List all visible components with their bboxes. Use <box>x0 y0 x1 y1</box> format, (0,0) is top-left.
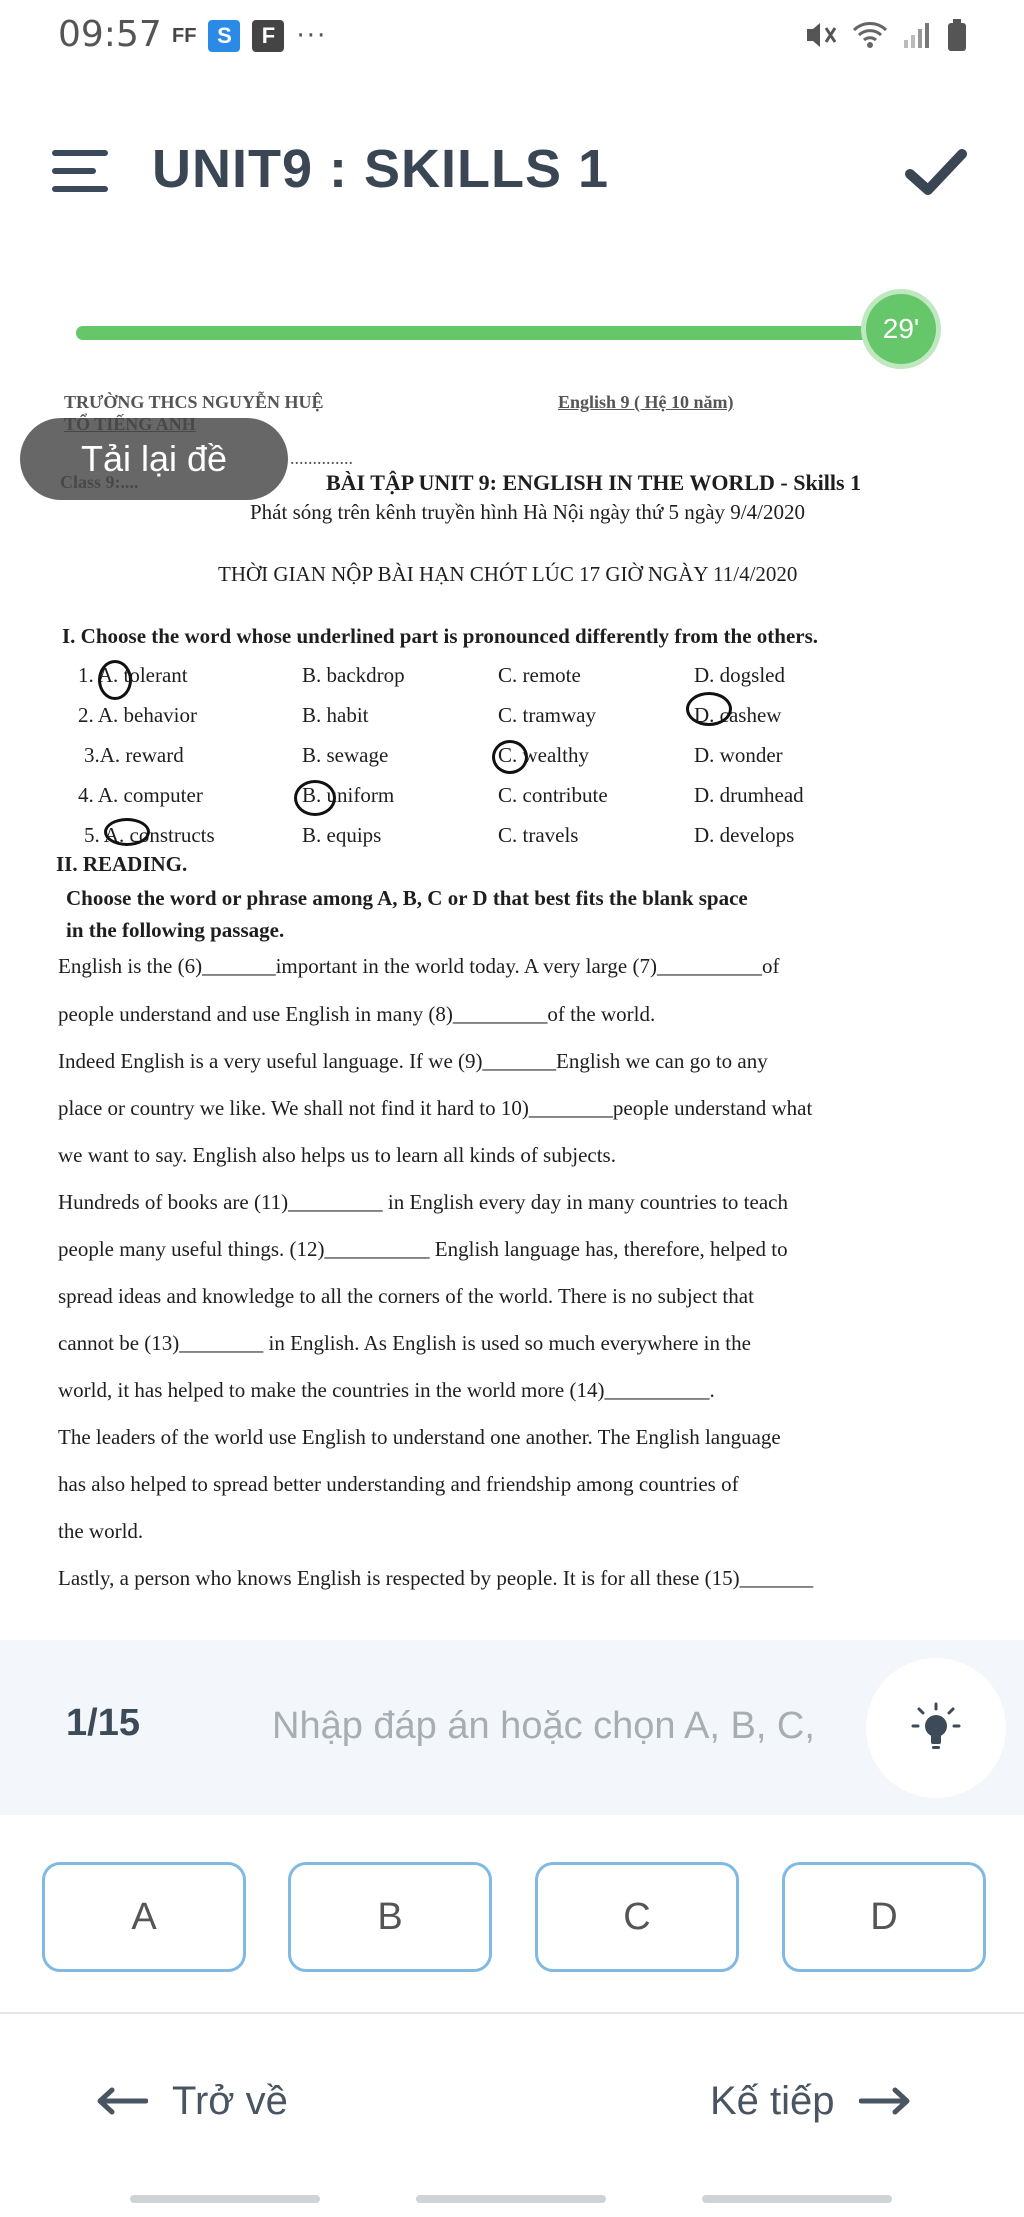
progress-fill <box>76 326 927 340</box>
section-2-heading: II. READING. <box>56 852 188 876</box>
q2-option-b: B. habit <box>302 703 369 727</box>
answer-circle-q3 <box>492 740 528 774</box>
passage-line: we want to say. English also helps us to learn all kinds of subjects. <box>58 1143 616 1167</box>
passage-line: English is the (6)_______important in the world today. A very large (7)__________of <box>58 954 780 978</box>
q1-option-d: D. dogsled <box>694 663 785 687</box>
passage-line: The leaders of the world use English to understand one another. The English language <box>58 1425 781 1449</box>
signal-icon <box>902 20 932 50</box>
q5-option-d: D. develops <box>694 823 795 847</box>
choice-b-button[interactable]: B <box>288 1862 492 1972</box>
system-nav-recent[interactable] <box>130 2195 320 2203</box>
reading-instruction-1: Choose the word or phrase among A, B, C or D that best fits the blank space <box>66 886 748 910</box>
submit-check-icon[interactable] <box>904 144 968 200</box>
q1-option-a: 1. A. tolerant <box>78 663 188 687</box>
q3-option-a: 3.A. reward <box>84 743 184 767</box>
q2-option-c: C. tramway <box>498 703 596 727</box>
passage-line: people understand and use English in many (8)_________of the world. <box>58 1002 656 1026</box>
worksheet-image <box>0 380 1024 1630</box>
reload-exam-button[interactable] <box>20 418 288 500</box>
time-progress-bar <box>76 320 936 344</box>
class-dots: .............. <box>290 448 353 468</box>
wifi-icon <box>852 20 888 50</box>
page-title: UNIT9 : SKILLS 1 <box>152 139 610 199</box>
q3-option-b: B. sewage <box>302 743 389 767</box>
q5-option-c: C. travels <box>498 823 579 847</box>
arrow-right-icon <box>859 2086 911 2116</box>
passage-line: cannot be (13)________ in English. As English is used so much everywhere in the <box>58 1331 751 1355</box>
q2-option-a: 2. A. behavior <box>78 703 197 727</box>
passage-line: has also helped to spread better understanding and friendship among countries of <box>58 1472 739 1496</box>
q1-option-c: C. remote <box>498 663 581 687</box>
arrow-left-icon <box>96 2086 148 2116</box>
more-notifications-icon: ··· <box>296 21 328 51</box>
passage-line: Lastly, a person who knows English is respected by people. It is for all these (15)_______ <box>58 1566 814 1590</box>
menu-icon[interactable] <box>52 150 110 192</box>
divider <box>0 2012 1024 2014</box>
ff-icon: FF <box>172 24 197 47</box>
app-header <box>0 110 1024 230</box>
passage-line: people many useful things. (12)__________ English language has, therefore, helped to <box>58 1237 788 1261</box>
reload-label: Tải lại đề <box>80 438 228 479</box>
f-app-icon: F <box>252 20 284 52</box>
passage-line: place or country we like. We shall not find it hard to 10)________people understand what <box>58 1096 813 1120</box>
s-app-icon: S <box>208 20 240 52</box>
answer-bar <box>0 1640 1024 1815</box>
q5-option-b: B. equips <box>302 823 382 847</box>
system-nav-home[interactable] <box>416 2195 606 2203</box>
english-level: English 9 ( Hệ 10 năm) <box>558 392 734 412</box>
answer-circle-q2 <box>686 692 732 726</box>
choice-a-button[interactable]: A <box>42 1862 246 1972</box>
q4-option-a: 4. A. computer <box>78 783 203 807</box>
worksheet-title: BÀI TẬP UNIT 9: ENGLISH IN THE WORLD - Skills 1 <box>326 470 862 495</box>
passage-line: Indeed English is a very useful language. If we (9)_______English we can go to any <box>58 1049 768 1073</box>
passage-line: Hundreds of books are (11)_________ in English every day in many countries to teach <box>58 1190 788 1214</box>
system-nav-back[interactable] <box>702 2195 892 2203</box>
timer-badge <box>866 294 936 364</box>
hint-button[interactable] <box>866 1658 1006 1798</box>
answer-circle-q4 <box>294 780 336 816</box>
passage-line: spread ideas and knowledge to all the corners of the world. There is no subject that <box>58 1284 754 1308</box>
battery-icon <box>946 18 968 52</box>
notification-icons <box>172 20 327 52</box>
answer-circle-q5 <box>104 818 150 846</box>
lightbulb-icon <box>908 1700 964 1756</box>
back-button[interactable] <box>96 2066 288 2136</box>
status-time: 09:57 <box>58 14 162 55</box>
back-label: Trở về <box>172 2078 288 2123</box>
passage-line: the world. <box>58 1519 144 1543</box>
question-counter: 1/15 <box>66 1702 140 1744</box>
timer-text: 29' <box>882 313 920 344</box>
q4-option-b: B. uniform <box>302 783 395 807</box>
q1-option-b: B. backdrop <box>302 663 405 687</box>
q2-option-d: D. cashew <box>694 703 782 727</box>
deadline-line: THỜI GIAN NỘP BÀI HẠN CHÓT LÚC 17 GIỜ NGÀY 11/4/2020 <box>218 562 798 586</box>
choice-c-button[interactable]: C <box>535 1862 739 1972</box>
q3-option-d: D. wonder <box>694 743 783 767</box>
answer-circle-q1 <box>98 660 132 700</box>
passage-line: world, it has helped to make the countries in the world more (14)__________. <box>58 1378 715 1402</box>
status-bar <box>0 0 1024 80</box>
q4-option-d: D. drumhead <box>694 783 804 807</box>
answer-input[interactable] <box>270 1680 824 1772</box>
q3-option-c: C. wealthy <box>498 743 589 767</box>
section-1-heading: I. Choose the word whose underlined part is pronounced differently from the others. <box>62 624 819 648</box>
broadcast-line: Phát sóng trên kênh truyền hình Hà Nội ngày thứ 5 ngày 9/4/2020 <box>250 500 805 524</box>
next-label: Kế tiếp <box>710 2078 835 2123</box>
reading-instruction-2: in the following passage. <box>66 918 285 942</box>
choice-d-button[interactable]: D <box>782 1862 986 1972</box>
next-button[interactable] <box>710 2066 911 2136</box>
q5-option-a: 5. A. constructs <box>84 823 215 847</box>
system-icons <box>804 18 968 52</box>
mute-vibrate-icon <box>804 20 838 50</box>
school-name: TRƯỜNG THCS NGUYỄN HUỆ <box>64 392 324 412</box>
q4-option-c: C. contribute <box>498 783 608 807</box>
